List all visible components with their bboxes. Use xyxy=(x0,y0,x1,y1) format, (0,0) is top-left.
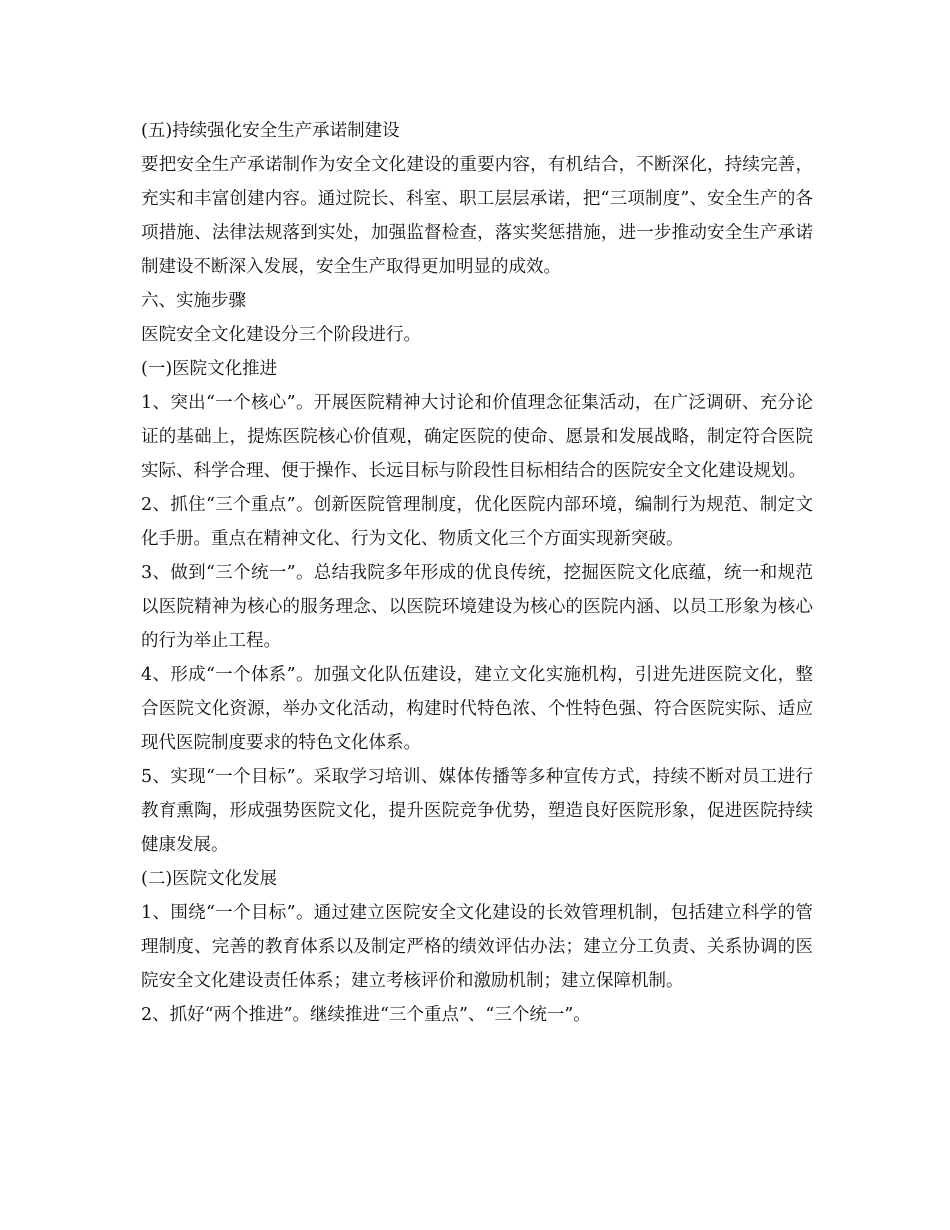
document-body xyxy=(141,114,813,1032)
list-item-2-advances: 2、抓好“两个推进”。继续推进“三个重点”、“三个统一”。 xyxy=(141,1005,591,1025)
subsection-heading-2: (二)医院文化发展 xyxy=(141,869,278,889)
list-item-2-key-points: 2、抓住“三个重点”。创新医院管理制度，优化医院内部环境，编制行为规范、制定文化手册。重点在精神文化、行为文化、物质文化三个方面实现新突破。 xyxy=(141,495,813,549)
section-heading-5: (五)持续强化安全生产承诺制建设 xyxy=(141,121,400,141)
section-heading-implementation-steps: 六、实施步骤 xyxy=(141,291,246,311)
paragraph-three-stages: 医院安全文化建设分三个阶段进行。 xyxy=(141,325,421,345)
list-item-3-unification: 3、做到“三个统一”。总结我院多年形成的优良传统，挖掘医院文化底蕴，统一和规范以医院精神为核心的服务理念、以医院环境建设为核心的医院内涵、以员工形象为核心的行为举止工程。 xyxy=(141,563,813,651)
subsection-heading-1: (一)医院文化推进 xyxy=(141,359,278,379)
list-item-1-target: 1、围绕“一个目标”。通过建立医院安全文化建设的长效管理机制，包括建立科学的管理制度、完善的教育体系以及制定严格的绩效评估办法；建立分工负责、关系协调的医院安全文化建设责任体系；建立考核评价和激励机制；建立保障机制。 xyxy=(141,903,813,991)
list-item-1-core: 1、突出“一个核心”。开展医院精神大讨论和价值理念征集活动，在广泛调研、充分论证的基础上，提炼医院核心价值观，确定医院的使命、愿景和发展战略，制定符合医院实际、科学合理、便于操作、长远目标与阶段性目标相结合的医院安全文化建设规划。 xyxy=(141,393,813,481)
list-item-5-goal: 5、实现“一个目标”。采取学习培训、媒体传播等多种宣传方式，持续不断对员工进行教育熏陶，形成强势医院文化，提升医院竞争优势，塑造良好医院形象，促进医院持续健康发展。 xyxy=(141,767,813,855)
paragraph-commitment-system: 要把安全生产承诺制作为安全文化建设的重要内容，有机结合，不断深化，持续完善，充实和丰富创建内容。通过院长、科室、职工层层承诺，把“三项制度”、安全生产的各项措施、法律法规落到实处，加强监督检查，落实奖惩措施，进一步推动安全生产承诺制建设不断深入发展，安全生产取得更加明显的成效。 xyxy=(141,155,813,277)
list-item-4-system: 4、形成“一个体系”。加强文化队伍建设，建立文化实施机构，引进先进医院文化，整合医院文化资源，举办文化活动，构建时代特色浓、个性特色强、符合医院实际、适应现代医院制度要求的特色文化体系。 xyxy=(141,665,813,753)
